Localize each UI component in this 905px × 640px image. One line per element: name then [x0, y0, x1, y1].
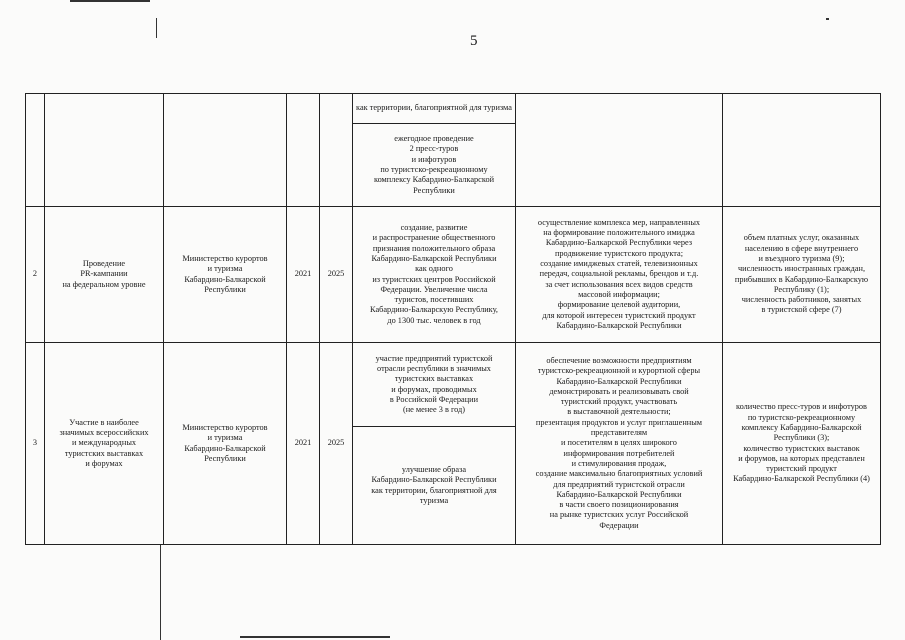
row3-number: 3	[32, 438, 38, 448]
row3-result-2: улучшение образа Кабардино-Балкарской Республики как территории, благоприятной для туризма	[371, 464, 497, 505]
row2-indicators: объем платных услуг, оказанных населению в сфере внутреннего и въездного туризма (9); численность иностранных граждан, прибывших в Кабардино-Балкарскую Республику (1); численность работников, занятых в туристской сфере (7)	[734, 233, 869, 315]
row3-indicators: количество пресс-туров и инфотуров по туристско-рекреационному комплексу Кабардино-Балкарской Республики (3); количество туристских выставок и форумов, на которых представлен туристский продукт Кабардино-Балкарской Республики (4)	[733, 402, 870, 484]
row2-end-year: 2025	[327, 269, 345, 279]
row3-executor: Министерство курортов и туризма Кабардино-Балкарской Республики	[182, 422, 268, 463]
row3-start-year: 2021	[294, 438, 312, 448]
scan-line-top	[70, 0, 150, 2]
row2-number: 2	[32, 269, 38, 279]
row1-result-1: как территории, благоприятной для туризма	[356, 103, 512, 113]
scan-line-bottom	[240, 636, 390, 638]
page-number: 5	[470, 33, 478, 49]
row2-executor: Министерство курортов и туризма Кабардино-Балкарской Республики	[182, 253, 268, 294]
row1-result-2: ежегодное проведение 2 пресс-туров и инфотуров по туристско-рекреационному комплексу Кабардино-Балкарской Республики	[373, 134, 495, 195]
row3-result-1: участие предприятий туристской отрасли республики в значимых туристских выставках и форумах, проводимых в Российской Федерации (не менее 3 в год)	[375, 353, 493, 415]
row2-start-year: 2021	[294, 269, 312, 279]
row3-end-year: 2025	[327, 438, 345, 448]
row3-event: Участие в наиболее значимых всероссийских и международных туристских выставках и форумах	[59, 417, 149, 468]
row2-event: Проведение PR-кампании на федеральном уровне	[62, 259, 146, 289]
row3-measures: обеспечение возможности предприятиям туристско-рекреационной и курортной сферы Кабардино-Балкарской Республики демонстрировать и реализовывать свой туристский продукт, участвовать в выставочной деятельности; презентация продуктов и услуг приглашенным представителям и посетителям в целях широкого информирования потребителей и стимулирования продаж, создание максимально благоприятных условий для предприятий туристской отрасли Кабардино-Балкарской Республики в части своего позиционирования на рынке туристских услуг Российской Федерации	[535, 355, 703, 530]
row2-measures: осуществление комплекса мер, направленных на формирование положительного имиджа Кабардино-Балкарской Республики через продвижение туристского продукта; создание имиджевых статей, телевизионных передач, социальной рекламы, брендов и т.д. за счет использования всех видов средств массовой информации; формирование целевой аудитории, для которой интересен туристский продукт Кабардино-Балкарской Республики	[537, 217, 701, 330]
scan-dot	[826, 18, 829, 20]
row2-result: создание, развитие и распространение общественного признания положительного образа Кабардино-Балкарской Республики как одного из туристских центров Российской Федерации. Увеличение числа туристов, посетивших Кабардино-Балкарскую Республику, до 1300 тыс. человек в год	[370, 223, 498, 325]
scan-line-vertical-lower	[160, 545, 161, 640]
scan-line-vertical	[156, 18, 157, 38]
